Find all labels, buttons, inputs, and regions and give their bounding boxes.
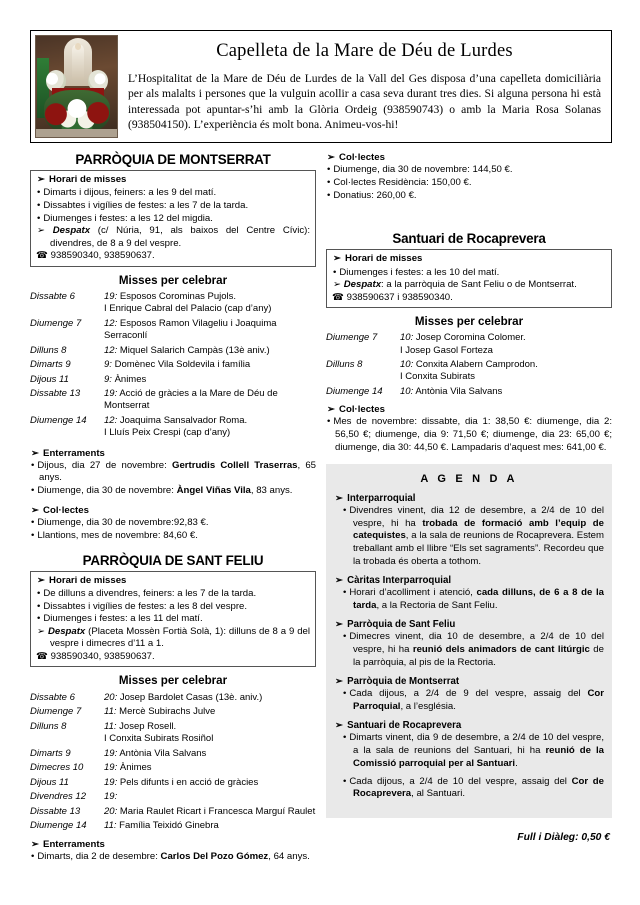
arrow-icon: ➢ (37, 225, 46, 237)
schedule-item: • De dilluns a divendres, feiners: a les 7 de la tarda. (37, 588, 257, 600)
list-item: • Dijous, dia 27 de novembre: Gertrudis Collell Traserras, 65 anys. (31, 459, 317, 484)
bullet-icon: • (31, 850, 35, 862)
bullet-icon: • (327, 164, 331, 175)
agenda-group-heading: ➢ Interparroquial (335, 493, 416, 505)
agenda-group-caritas (334, 575, 604, 612)
rocaprevera-schedule-heading: ➢ Horari de misses (333, 253, 423, 265)
masthead-text (118, 35, 607, 138)
table-row (30, 317, 316, 344)
table-row (30, 746, 316, 761)
mass-day: Diumenge 7 (30, 317, 82, 329)
table-row (30, 690, 316, 705)
montserrat-burials-list (30, 460, 316, 498)
arrow-icon: ➢ (335, 676, 344, 688)
montserrat-collections-list (30, 517, 316, 543)
mass-detail: 19: Esposos Corominas Pujols. I Enrique Cabral del Palacio (cap d’any) (104, 290, 272, 315)
phone-icon: ☎ (36, 650, 48, 662)
montserrat-title: PARRÒQUIA DE MONTSERRAT (75, 152, 271, 167)
montserrat-schedule-heading: ➢ Horari de misses (37, 174, 127, 185)
masthead-body: L’Hospitalitat de la Mare de Déu de Lurdes de la Vall del Ges disposa d’una capelleta domiciliària per als malalts i persones que la vulguin acollir a casa seva durant tres dies. Si alguna persona hi està interessada pot apuntar-s’hi amb la Glòria Ordeig (938590743) o amb la Maria Rosa Solanas (938504150). L’experiència és molt bona. Animeu-vos-hi! (128, 72, 601, 132)
sant-feliu-masses-heading: Misses per celebrar (118, 674, 228, 688)
montserrat-info-box (30, 170, 316, 267)
left-column (30, 152, 316, 864)
mass-day: Dimecres 10 (30, 762, 84, 774)
list-item: • Llantions, mes de novembre: 84,60 €. (31, 530, 198, 542)
mass-detail: 19: Antònia Vila Salvans (104, 747, 207, 759)
rocaprevera-masses-table (326, 331, 612, 399)
mass-day: Divendres 12 (30, 791, 86, 803)
agenda-group-list (334, 631, 604, 669)
bullet-icon: • (343, 505, 347, 517)
agenda-group-list (334, 688, 604, 713)
montserrat-collections-block (30, 505, 316, 543)
mass-detail: 11: Josep Rosell. I Conxita Subirats Rosiñol (104, 720, 214, 744)
mass-detail: 19: Ànimes (104, 762, 152, 774)
agenda-group-heading: ➢ Càritas Interparroquial (335, 575, 452, 587)
bullet-icon: • (31, 516, 35, 528)
table-row (30, 790, 316, 805)
agenda-group-list (334, 732, 604, 770)
content-columns (30, 152, 612, 864)
phone-icon: ☎ (36, 250, 48, 262)
agenda-group-list (334, 505, 604, 568)
list-item: • Dimarts, dia 2 de desembre: Carlos Del Pozo Gómez, 64 anys. (31, 850, 310, 862)
mass-day: Dijous 11 (30, 373, 69, 385)
arrow-icon: ➢ (333, 253, 342, 265)
bullet-icon: • (333, 266, 337, 278)
photo-statue-head (75, 43, 81, 50)
spacer (326, 203, 612, 211)
despatx-label: Despatx (47, 625, 86, 637)
list-item: • Dimecres vinent, dia 10 de desembre, a 2/4 de 10 del vespre, hi ha reunió dels animadors de cant litúrgic de la parròquia, al pis de la Rectoria. (343, 631, 604, 668)
bullet-icon: • (37, 200, 41, 211)
bullet-icon: • (31, 530, 35, 542)
list-item: • Diumenge, dia 30 de novembre:92,83 €. (31, 516, 209, 528)
table-row (30, 414, 316, 441)
table-row (326, 385, 612, 400)
arrow-icon: ➢ (335, 720, 344, 732)
bullet-icon: • (31, 485, 35, 497)
sant-feliu-title: PARRÒQUIA DE SANT FELIU (82, 552, 264, 568)
schedule-item: • Dissabtes i vigílies de festes: a les 8 del vespre. (37, 600, 248, 612)
arrow-icon: ➢ (31, 838, 40, 850)
table-row (30, 387, 316, 414)
mass-detail: 12: Esposos Ramon Vilageliu i Joaquima Serraconlí (104, 317, 277, 341)
arrow-icon: ➢ (335, 575, 344, 587)
phone-icon: ☎ (332, 291, 344, 303)
agenda-group-interparroquial (334, 493, 604, 568)
bullet-icon: • (327, 190, 331, 202)
right-collections-heading: ➢ Col·lectes (327, 152, 385, 163)
rocaprevera-title: Santuari de Rocaprevera (392, 231, 546, 247)
mass-day: Dilluns 8 (326, 359, 363, 371)
rocaprevera-info-box (326, 249, 612, 308)
mass-day: Dilluns 8 (30, 344, 67, 356)
footer-price: Full i Diàleg: 0,50 € (517, 831, 610, 843)
arrow-icon: ➢ (37, 574, 46, 586)
mass-detail: 10: Josep Coromina Colomer. I Josep Gasol Forteza (400, 332, 526, 356)
mass-day: Dimarts 9 (30, 359, 71, 371)
despatx-label: Despatx (343, 279, 382, 291)
list-item: • Diumenge, dia 30 de novembre: 144,50 €. (327, 164, 513, 175)
bullet-icon: • (37, 588, 41, 600)
agenda-group-heading: ➢ Parròquia de Sant Feliu (335, 619, 456, 631)
list-item: • Donatius: 260,00 €. (327, 190, 417, 202)
rocaprevera-collections-block (326, 404, 612, 454)
mass-detail: 10: Conxita Alabern Camprodon. I Conxita Subirats (400, 359, 538, 383)
photo-base (36, 129, 117, 137)
montserrat-masses-table (30, 290, 316, 441)
agenda-group-rocaprevera (334, 720, 604, 800)
right-collections-block (326, 152, 612, 203)
arrow-icon: ➢ (327, 152, 336, 163)
mass-day: Dissabte 6 (30, 691, 75, 703)
agenda-group-list (334, 776, 604, 801)
masthead-title: Capelleta de la Mare de Déu de Lurdes (216, 41, 513, 61)
schedule-item: • Diumenges i festes: a les 12 del migdia. (37, 212, 213, 224)
bullet-icon: • (343, 631, 347, 643)
bullet-icon: • (37, 613, 41, 625)
sant-feliu-despatx (36, 626, 310, 651)
schedule-item: • Diumenges i festes: a les 10 del matí. (333, 266, 500, 278)
mass-detail: 20: Josep Bardolet Casas (13è. aniv.) (104, 691, 263, 703)
mass-day: Dissabte 13 (30, 805, 81, 817)
rocaprevera-collections-heading: ➢ Col·lectes (327, 404, 385, 416)
agenda-group-montserrat (334, 676, 604, 713)
list-item: • Diumenge, dia 30 de novembre: Àngel Viñas Vila, 83 anys. (31, 485, 293, 497)
mass-day: Dijous 11 (30, 776, 69, 788)
bullet-icon: • (37, 187, 41, 199)
bullet-icon: • (343, 587, 347, 599)
spacer (334, 771, 604, 775)
list-item: • Cada dijous, a 2/4 de 10 del vespre, assaig del Cor de Rocaprevera, al Santuari. (343, 775, 604, 800)
mass-day: Dilluns 8 (30, 720, 67, 732)
despatx-text: (Placeta Mossèn Fortià Solà, 1): dilluns de 8 a 9 del vespre i dimecres d’11 a 1. (50, 625, 310, 650)
montserrat-burials-heading: ➢ Enterraments (31, 447, 105, 459)
mass-day: Dimarts 9 (30, 747, 71, 759)
agenda-group-list (334, 587, 604, 612)
list-item: • Horari d’acolliment i atenció, cada dilluns, de 6 a 8 de la tarda, a la Rectoria de Sant Feliu. (343, 587, 604, 611)
mass-day: Diumenge 7 (326, 332, 378, 344)
mass-detail: 9: Domènec Vila Soldevila i família (104, 359, 251, 371)
schedule-item: • Diumenges i festes: a les 11 del matí. (37, 613, 203, 625)
mass-detail: 19: Pels difunts i en acció de gràcies (104, 776, 259, 788)
despatx-text: (c/ Núria, 91, als baixos del Centre Cívic): divendres, de 8 a 9 del vespre. (50, 225, 310, 249)
list-item: • Cada dijous, a 2/4 de 9 del vespre, assaig del Cor Parroquial, a l’església. (343, 688, 604, 712)
sant-feliu-burials-list (30, 851, 316, 864)
mass-detail: 19: Acció de gràcies a la Mare de Déu de Montserrat (104, 388, 278, 412)
arrow-icon: ➢ (327, 404, 336, 416)
mass-detail: 20: Maria Raulet Ricart i Francesca Marguí Raulet (104, 805, 316, 817)
mass-day: Diumenge 14 (30, 415, 87, 427)
agenda-group-heading: ➢ Santuari de Rocaprevera (335, 720, 462, 732)
mass-detail: 10: Antònia Vila Salvans (400, 386, 503, 398)
mass-detail: 11: Família Teixidó Ginebra (104, 820, 219, 832)
list-item: • Divendres vinent, dia 12 de desembre, a 2/4 de 10 del vespre, hi ha trobada de formació amb l’equip de catequistes, a la sala de reunions de Rocaprevera. Estem treballant amb el llibre “Els set sagraments”. Recordeu que la trobada és oberta a tothom. (343, 505, 604, 567)
table-row (326, 331, 612, 358)
table-row (30, 775, 316, 790)
sant-feliu-info-box (30, 571, 316, 668)
table-row (30, 705, 316, 720)
schedule-item: • Dimarts i dijous, feiners: a les 9 del matí. (37, 187, 217, 199)
right-column (326, 152, 612, 864)
mass-detail: 11: Mercè Subirachs Julve (104, 706, 216, 718)
rocaprevera-masses-heading: Misses per celebrar (414, 315, 524, 329)
mass-day: Dissabte 13 (30, 388, 81, 400)
agenda-title: A G E N D A (420, 473, 518, 486)
mass-detail: 19: (104, 791, 118, 803)
masthead (30, 30, 612, 143)
sant-feliu-schedule-heading: ➢ Horari de misses (37, 574, 127, 586)
table-row (30, 373, 316, 388)
despatx-label: Despatx (52, 225, 91, 237)
table-row (30, 290, 316, 317)
montserrat-collections-heading: ➢ Col·lectes (31, 504, 89, 516)
sant-feliu-phones: ☎ 938590340, 938590637. (36, 650, 155, 662)
agenda-group-sant-feliu (334, 619, 604, 669)
mass-detail: 12: Miquel Salarich Campàs (13è aniv.) (104, 344, 270, 356)
despatx-text: : a la parròquia de Sant Feliu o de Montserrat. (381, 279, 577, 291)
table-row (30, 761, 316, 776)
table-row (30, 720, 316, 747)
montserrat-phones: ☎ 938590340, 938590637. (36, 250, 155, 262)
montserrat-burials-block (30, 448, 316, 498)
table-row (30, 343, 316, 358)
sant-feliu-masses-table (30, 690, 316, 833)
montserrat-masses-heading: Misses per celebrar (118, 273, 228, 287)
arrow-icon: ➢ (335, 619, 344, 631)
agenda-panel (326, 464, 612, 818)
list-item: • Mes de novembre: dissabte, dia 1: 38,50 €: diumenge, dia 2: 56,50 €; diumenge, dia 9: 71,50 €; diumenge, dia 23: 65,00 €; diumenge, dia 30: 44,50 €. Lampadaris d’aquest mes: 641,00 €. (327, 416, 612, 453)
agenda-group-heading: ➢ Parròquia de Montserrat (335, 676, 460, 688)
mass-day: Diumenge 14 (326, 386, 383, 398)
rocaprevera-phones: ☎ 938590637 i 938590340. (332, 291, 453, 303)
arrow-icon: ➢ (37, 625, 46, 637)
sant-feliu-burials-block (30, 839, 316, 864)
bullet-icon: • (343, 732, 347, 744)
bullet-icon: • (343, 775, 347, 787)
arrow-icon: ➢ (37, 174, 46, 185)
table-row (326, 358, 612, 385)
table-row (30, 358, 316, 373)
bullet-icon: • (343, 688, 347, 700)
bullet-icon: • (37, 600, 41, 612)
mass-day: Diumenge 14 (30, 820, 87, 832)
table-row (30, 819, 316, 834)
mass-detail: 12: Joaquima Sansalvador Roma. I Lluís Peix Crespi (cap d’any) (104, 415, 248, 439)
capelleta-photo (35, 35, 118, 138)
bullet-icon: • (37, 212, 41, 224)
rocaprevera-despatx (332, 279, 606, 292)
bullet-icon: • (31, 459, 35, 471)
list-item: • Dimarts vinent, dia 9 de desembre, a 2/4 de 10 del vespre, a la sala de reunions del Santuari, hi ha reunió de la Comissió parroquial per al Santuari. (343, 732, 604, 769)
bullet-icon: • (327, 416, 331, 428)
montserrat-despatx (36, 225, 310, 250)
arrow-icon: ➢ (31, 504, 40, 516)
sant-feliu-burials-heading: ➢ Enterraments (31, 838, 105, 850)
mass-day: Diumenge 7 (30, 706, 82, 718)
arrow-icon: ➢ (31, 447, 40, 459)
list-item: • Col·lectes Residència: 150,00 €. (327, 177, 472, 189)
mass-day: Dissabte 6 (30, 290, 75, 302)
schedule-item: • Dissabtes i vigílies de festes: a les 7 de la tarda. (37, 200, 249, 211)
arrow-icon: ➢ (333, 279, 342, 291)
right-collections-list (326, 164, 612, 203)
bullet-icon: • (327, 177, 331, 189)
arrow-icon: ➢ (335, 493, 344, 505)
rocaprevera-collections-list (326, 416, 612, 454)
mass-detail: 9: Ànimes (104, 373, 147, 385)
photo-bouquet (44, 90, 110, 134)
table-row (30, 805, 316, 820)
